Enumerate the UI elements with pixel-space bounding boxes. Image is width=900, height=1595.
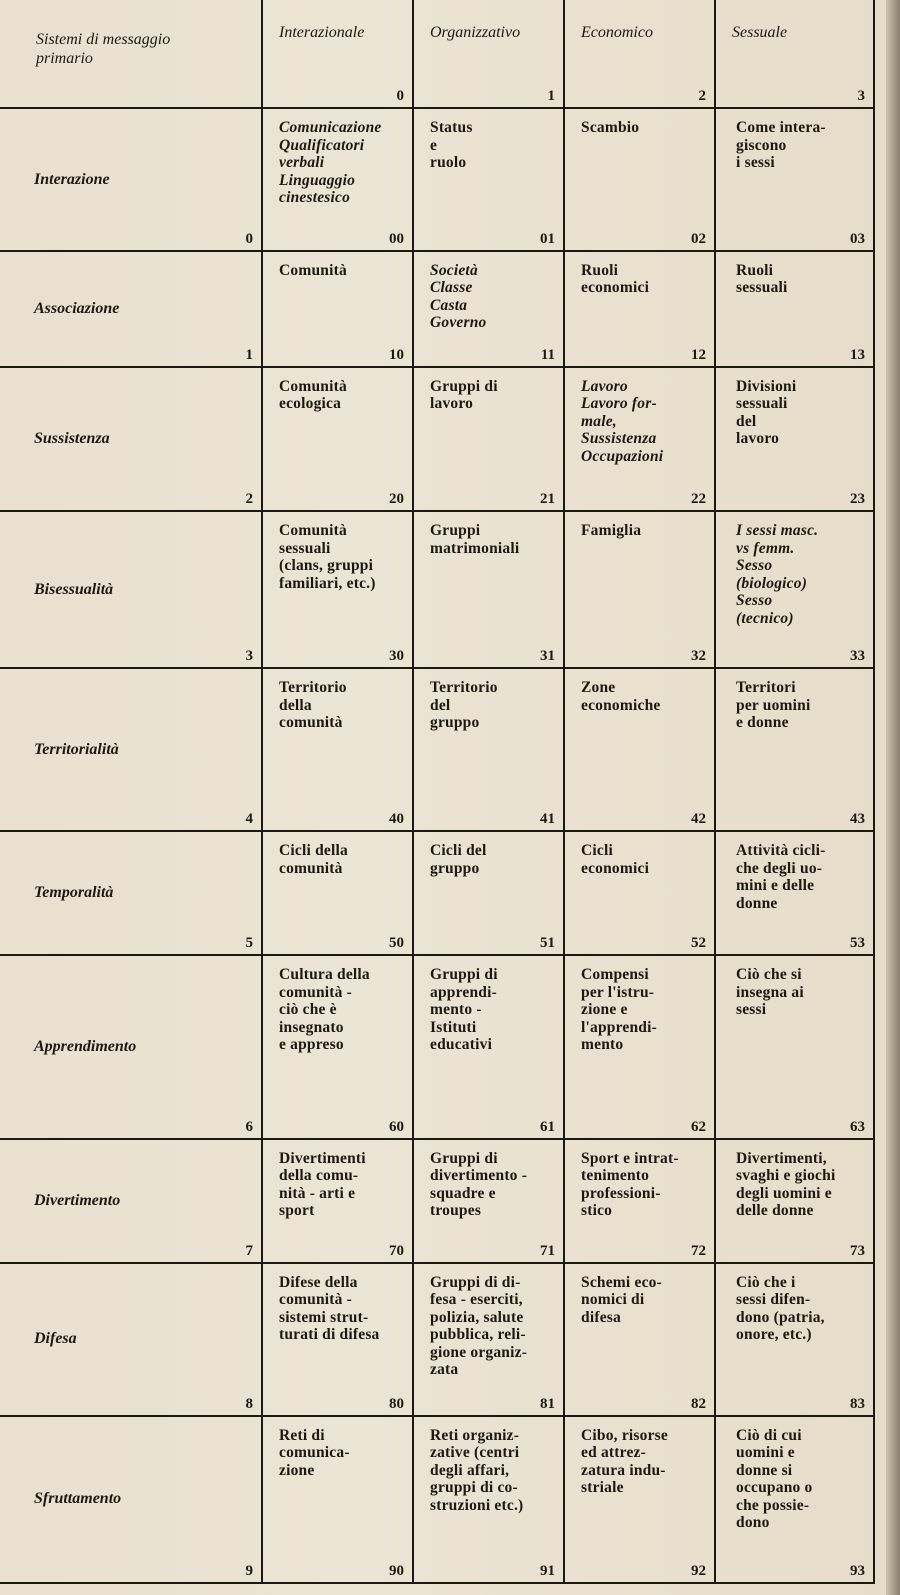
cell-code: 72 (691, 1242, 706, 1259)
cell-text: Gruppi di apprendi- mento - Istituti educativi (430, 966, 498, 1054)
row-code: 4 (245, 811, 253, 828)
table-cell (262, 511, 413, 668)
cell-code: 02 (691, 230, 706, 247)
row-label: Difesa (34, 1330, 77, 1348)
row-header (0, 831, 262, 955)
cell-code: 23 (850, 491, 865, 508)
row-code: 3 (245, 648, 253, 665)
cell-text: Cibo, risorse ed attrez- zatura indu- striale (581, 1426, 668, 1497)
cell-text: Comunità (279, 261, 347, 279)
cell-code: 63 (850, 1118, 865, 1135)
table-cell (715, 831, 874, 955)
table-cell (564, 108, 715, 251)
row-header (0, 955, 262, 1139)
table-cell (715, 955, 874, 1139)
cell-text: Territori per uomini e donne (736, 679, 811, 732)
row-header (0, 1139, 262, 1263)
cell-text: Divisioni sessuali del lavoro (736, 377, 797, 448)
cell-code: 82 (691, 1395, 706, 1412)
cell-code: 80 (389, 1395, 404, 1412)
table-row (0, 955, 874, 1139)
cell-code: 03 (850, 230, 865, 247)
cell-text: Ciò di cui uomini e donne si occupano o che possie- dono (736, 1426, 813, 1532)
cell-code: 22 (691, 491, 706, 508)
table-cell (262, 1139, 413, 1263)
cell-code: 50 (389, 935, 404, 952)
cell-code: 12 (691, 346, 706, 363)
table-cell (413, 251, 564, 367)
column-label: Economico (581, 24, 653, 41)
table-row (0, 108, 874, 251)
table-cell (564, 955, 715, 1139)
table-cell (564, 367, 715, 512)
table-cell (715, 251, 874, 367)
cell-text: Compensi per l'istru- zione e l'apprendi- mento (581, 966, 657, 1054)
row-code: 7 (245, 1242, 253, 1259)
cell-text: Reti di comunica- zione (279, 1426, 350, 1479)
column-code: 0 (396, 88, 404, 105)
table-cell (564, 1139, 715, 1263)
cell-text: Comunità sessuali (clans, gruppi familiari, etc.) (279, 522, 376, 592)
table-cell (715, 1139, 874, 1263)
table-row (0, 1139, 874, 1263)
table-row (0, 668, 874, 831)
row-label: Interazione (34, 170, 110, 188)
cell-code: 33 (850, 648, 865, 665)
cell-code: 83 (850, 1395, 865, 1412)
cell-text: Ruoli economici (581, 261, 650, 297)
row-header (0, 367, 262, 512)
row-code: 2 (245, 491, 253, 508)
table-cell (715, 511, 874, 668)
cell-code: 90 (389, 1563, 404, 1579)
cell-code: 43 (850, 811, 865, 828)
column-header-organizzativo (413, 0, 564, 108)
table-cell (262, 955, 413, 1139)
table-cell (715, 1263, 874, 1416)
row-header (0, 108, 262, 251)
cell-code: 11 (540, 346, 555, 363)
cell-text: Società Classe Casta Governo (430, 261, 487, 332)
cell-code: 13 (850, 346, 865, 363)
column-code: 2 (698, 88, 706, 105)
cell-code: 01 (540, 230, 555, 247)
cell-text: Divertimenti, svaghi e giochi degli uomini e delle donne (736, 1149, 836, 1220)
row-header (0, 668, 262, 831)
table-cell (564, 511, 715, 668)
table-row (0, 1416, 874, 1583)
row-code: 6 (245, 1118, 253, 1135)
cell-text: Cicli della comunità (279, 842, 348, 877)
table-row (0, 1263, 874, 1416)
cell-text: Gruppi matrimoniali (430, 522, 520, 557)
cell-text: Cultura della comunità - ciò che è insegnato e appreso (279, 966, 370, 1054)
cell-text: Zone economiche (581, 679, 661, 714)
row-code: 8 (245, 1395, 253, 1412)
cell-code: 00 (389, 230, 404, 247)
row-code: 9 (245, 1563, 253, 1579)
cell-code: 41 (540, 811, 555, 828)
column-header-economico (564, 0, 715, 108)
column-code: 1 (547, 88, 555, 105)
row-code: 5 (245, 935, 253, 952)
cell-text: Difese della comunità - sistemi strut- turati di difesa (279, 1273, 380, 1344)
table-cell (262, 1416, 413, 1583)
cell-code: 73 (850, 1242, 865, 1259)
cell-text: Gruppi di di- fesa - eserciti, polizia, salute pubblica, reli- gione organiz- zata (430, 1273, 528, 1379)
column-header-interazionale (262, 0, 413, 108)
cell-text: Ciò che si insegna ai sessi (736, 966, 804, 1019)
cell-text: Status e ruolo (430, 119, 473, 172)
cell-code: 32 (691, 648, 706, 665)
cell-code: 42 (691, 811, 706, 828)
cell-code: 91 (540, 1563, 555, 1579)
table-cell (564, 668, 715, 831)
row-label: Sfruttamento (34, 1490, 122, 1508)
cell-text: Famiglia (581, 522, 642, 540)
corner-cell (0, 0, 262, 108)
cell-code: 93 (850, 1563, 865, 1579)
cell-text: Schemi eco- nomici di difesa (581, 1273, 662, 1326)
row-code: 1 (245, 346, 253, 363)
column-header-sessuale (715, 0, 874, 108)
table-cell (564, 251, 715, 367)
table-cell (413, 1263, 564, 1416)
column-label: Sessuale (732, 24, 788, 41)
table-cell (715, 367, 874, 512)
cell-code: 71 (540, 1242, 555, 1259)
table-cell (262, 1263, 413, 1416)
table-cell (413, 831, 564, 955)
cell-code: 51 (540, 935, 555, 952)
cell-code: 10 (389, 346, 404, 363)
cell-code: 60 (389, 1118, 404, 1135)
table-cell (413, 108, 564, 251)
table-cell (413, 668, 564, 831)
table-cell (564, 1416, 715, 1583)
cell-text: Ruoli sessuali (736, 261, 788, 297)
table-cell (413, 367, 564, 512)
cell-text: Gruppi di divertimento - squadre e troupes (430, 1149, 528, 1220)
header-row (0, 0, 874, 108)
cell-code: 31 (540, 648, 555, 665)
cell-text: Territorio del gruppo (430, 679, 498, 732)
cell-text: Come intera- giscono i sessi (736, 119, 826, 172)
cell-text: Comunicazione Qualificatori verbali Linguaggio cinestesico (279, 119, 382, 207)
cell-code: 20 (389, 491, 404, 508)
cell-code: 40 (389, 811, 404, 828)
cell-code: 21 (540, 491, 555, 508)
table-cell (262, 251, 413, 367)
row-label: Associazione (34, 299, 120, 317)
row-label: Apprendimento (34, 1038, 137, 1056)
row-header (0, 1416, 262, 1583)
cell-text: Attività cicli- che degli uo- mini e delle donne (736, 842, 826, 912)
table-cell (413, 955, 564, 1139)
cell-text: Gruppi di lavoro (430, 377, 498, 413)
cell-text: I sessi masc. vs femm. Sesso (biologico) Sesso (tecnico) (736, 522, 819, 627)
cell-code: 92 (691, 1563, 706, 1579)
cell-text: Cicli economici (581, 842, 650, 877)
table-row (0, 511, 874, 668)
table-cell (262, 668, 413, 831)
table-cell (413, 1416, 564, 1583)
table-cell (262, 367, 413, 512)
table-cell (413, 1139, 564, 1263)
column-code: 3 (857, 88, 865, 105)
table-cell (262, 108, 413, 251)
table-cell (564, 1263, 715, 1416)
cell-text: Comunità ecologica (279, 377, 347, 413)
cell-code: 81 (540, 1395, 555, 1412)
table-cell (715, 108, 874, 251)
row-label: Sussistenza (34, 429, 110, 447)
cell-text: Sport e intrat- tenimento professioni- stico (581, 1149, 679, 1220)
row-label: Territorialità (34, 740, 119, 758)
row-label: Divertimento (34, 1191, 121, 1209)
table-row (0, 251, 874, 367)
corner-label: Sistemi di messaggio primario (36, 31, 171, 68)
cell-text: Territorio della comunità (279, 679, 347, 732)
row-header (0, 511, 262, 668)
cell-code: 61 (540, 1118, 555, 1135)
cell-code: 53 (850, 935, 865, 952)
cell-text: Divertimenti della comu- nità - arti e sport (279, 1149, 366, 1220)
cell-text: Ciò che i sessi difen- dono (patria, onore, etc.) (736, 1273, 825, 1344)
row-label: Temporalità (34, 884, 114, 902)
table-cell (413, 511, 564, 668)
cell-code: 52 (691, 935, 706, 952)
table-cell (564, 831, 715, 955)
table-cell (262, 831, 413, 955)
cell-code: 62 (691, 1118, 706, 1135)
page-edge (886, 0, 900, 1595)
column-label: Organizzativo (430, 24, 521, 41)
cell-text: Reti organiz- zative (centri degli affari, gruppi di co- struzioni etc.) (430, 1426, 524, 1514)
row-header (0, 1263, 262, 1416)
row-code: 0 (245, 230, 253, 247)
cell-code: 70 (389, 1242, 404, 1259)
table-cell (715, 668, 874, 831)
table-row (0, 831, 874, 955)
table-row (0, 367, 874, 512)
row-label: Bisessualità (34, 580, 114, 598)
cell-text: Scambio (581, 119, 640, 137)
cell-text: Lavoro Lavoro for- male, Sussistenza Occupazioni (581, 377, 664, 465)
cell-text: Cicli del gruppo (430, 842, 487, 877)
column-label: Interazionale (279, 24, 365, 41)
cell-code: 30 (389, 648, 404, 665)
table-cell (715, 1416, 874, 1583)
row-header (0, 251, 262, 367)
